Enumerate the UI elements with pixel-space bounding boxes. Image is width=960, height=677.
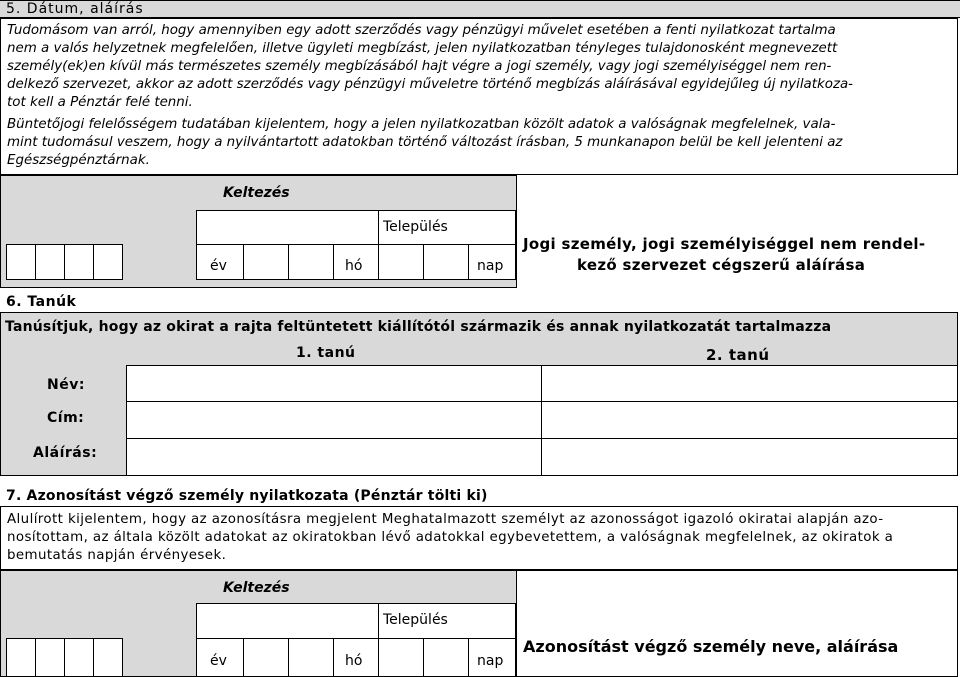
section5-telepules-label: Település <box>383 219 448 235</box>
year-digit-1[interactable] <box>6 244 36 280</box>
section5-italic-line-1: Tudomásom van arról, hogy amennyiben egy adott szerződés vagy pénzügyi művelet esetében a fenti nyilatkozat tartalma <box>7 23 836 38</box>
s7-date-sep-2 <box>288 638 289 677</box>
section7-signature-field[interactable] <box>516 570 958 677</box>
s7-year-digit-4[interactable] <box>93 638 123 677</box>
section5-signature-line-2: kező szervezet cégszerű aláírása <box>577 256 866 274</box>
section7-line-2: nosítottam, az általa közölt adatokat az okiratokban lévő adatokkal egybevetettem, a valóságnak megfelelnek, az okiratok a <box>7 530 894 545</box>
section5-ev-label: év <box>210 258 227 274</box>
section7-ho-label: hó <box>345 653 363 669</box>
date-sep-4 <box>378 210 379 280</box>
cim-label: Cím: <box>47 410 85 426</box>
witness1-header: 1. tanú <box>296 345 356 361</box>
section7-signature-label: Azonosítást végző személy neve, aláírása <box>523 637 899 656</box>
section5-nap-label: nap <box>477 258 504 274</box>
section6-statement: Tanúsítjuk, hogy az okirat a rajta feltüntetett kiállítótól származik és annak nyilatkozatát tartalmazza <box>5 319 832 335</box>
section5-italic-line-4: delkező szervezet, akkor az adott szerződés vagy pénzügyi műveletre történő megbízás aláírásával egyidejűleg új nyilatkoza- <box>7 77 854 92</box>
s7-date-sep-1 <box>243 638 244 677</box>
section5-signature-line-1: Jogi személy, jogi személyiséggel nem rendel- <box>523 235 926 253</box>
witness2-signature-field[interactable] <box>542 439 957 475</box>
section5-liability-line-3: Egészségpénztárnak. <box>7 153 150 168</box>
section7-keltezes-label: Keltezés <box>223 580 290 596</box>
year-digit-2[interactable] <box>35 244 65 280</box>
witness2-name-field[interactable] <box>542 366 957 400</box>
section5-header <box>0 0 960 18</box>
alairas-label: Aláírás: <box>33 445 98 461</box>
witness1-signature-field[interactable] <box>127 439 540 475</box>
year-digit-4[interactable] <box>93 244 123 280</box>
date-sep-5 <box>423 244 424 280</box>
s7-year-digit-2[interactable] <box>35 638 65 677</box>
section7-line-1: Alulírott kijelentem, hogy az azonosításra megjelent Meghatalmazott személyt az azonosságot igazoló okiratai alapján azo- <box>7 512 884 527</box>
section7-line-3: bemutatás napján érvényesek. <box>7 548 227 563</box>
date-sep-2 <box>288 244 289 280</box>
s7-year-digit-1[interactable] <box>6 638 36 677</box>
section5-signature-field[interactable] <box>516 175 958 288</box>
section5-liability-line-1: Büntetőjogi felelősségem tudatában kijelentem, hogy a jelen nyilatkozatban közölt adatok a valóságnak megfelelnek, vala- <box>7 117 836 132</box>
section5-ho-label: hó <box>345 258 363 274</box>
section5-italic-line-5: tot kell a Pénztár felé tenni. <box>7 95 193 110</box>
date-sep-3 <box>333 244 334 280</box>
witness1-name-field[interactable] <box>127 366 540 400</box>
date-sep-1 <box>243 244 244 280</box>
section5-body <box>0 18 958 175</box>
section5-liability-line-2: mint tudomásul veszem, hogy a nyilvántartott adatokban történő változást írásban, 5 munkanapon belül be kell jelenteni az <box>7 135 843 150</box>
section5-italic-line-3: személy(ek)en kívül más természetes személy megbízásából hajt végre a jogi személy, vagy jogi személyiséggel nem ren- <box>7 59 832 74</box>
date-sep-6 <box>468 244 469 280</box>
section7-title: 7. Azonosítást végző személy nyilatkozata (Pénztár tölti ki) <box>6 488 488 504</box>
witness1-address-field[interactable] <box>127 402 540 437</box>
section5-keltezes-label: Keltezés <box>223 185 290 201</box>
s7-year-digit-3[interactable] <box>64 638 94 677</box>
section7-nap-label: nap <box>477 653 504 669</box>
nev-label: Név: <box>47 377 85 393</box>
section6-title: 6. Tanúk <box>6 294 77 310</box>
witness2-header: 2. tanú <box>706 346 770 364</box>
section5-italic-line-2: nem a valós helyzetnek megfelelően, illetve ügyleti megbízást, jelen nyilatkozatban tényleges tulajdonosként megnevezett <box>7 41 838 56</box>
s7-date-sep-6 <box>468 638 469 677</box>
section7-ev-label: év <box>210 653 227 669</box>
s7-date-sep-4 <box>378 603 379 677</box>
year-digit-3[interactable] <box>64 244 94 280</box>
section5-title: 5. Dátum, aláírás <box>6 1 144 17</box>
s7-date-sep-3 <box>333 638 334 677</box>
section7-body <box>0 506 958 570</box>
witness2-address-field[interactable] <box>542 402 957 437</box>
s7-date-sep-5 <box>423 638 424 677</box>
section7-telepules-label: Település <box>383 612 448 628</box>
